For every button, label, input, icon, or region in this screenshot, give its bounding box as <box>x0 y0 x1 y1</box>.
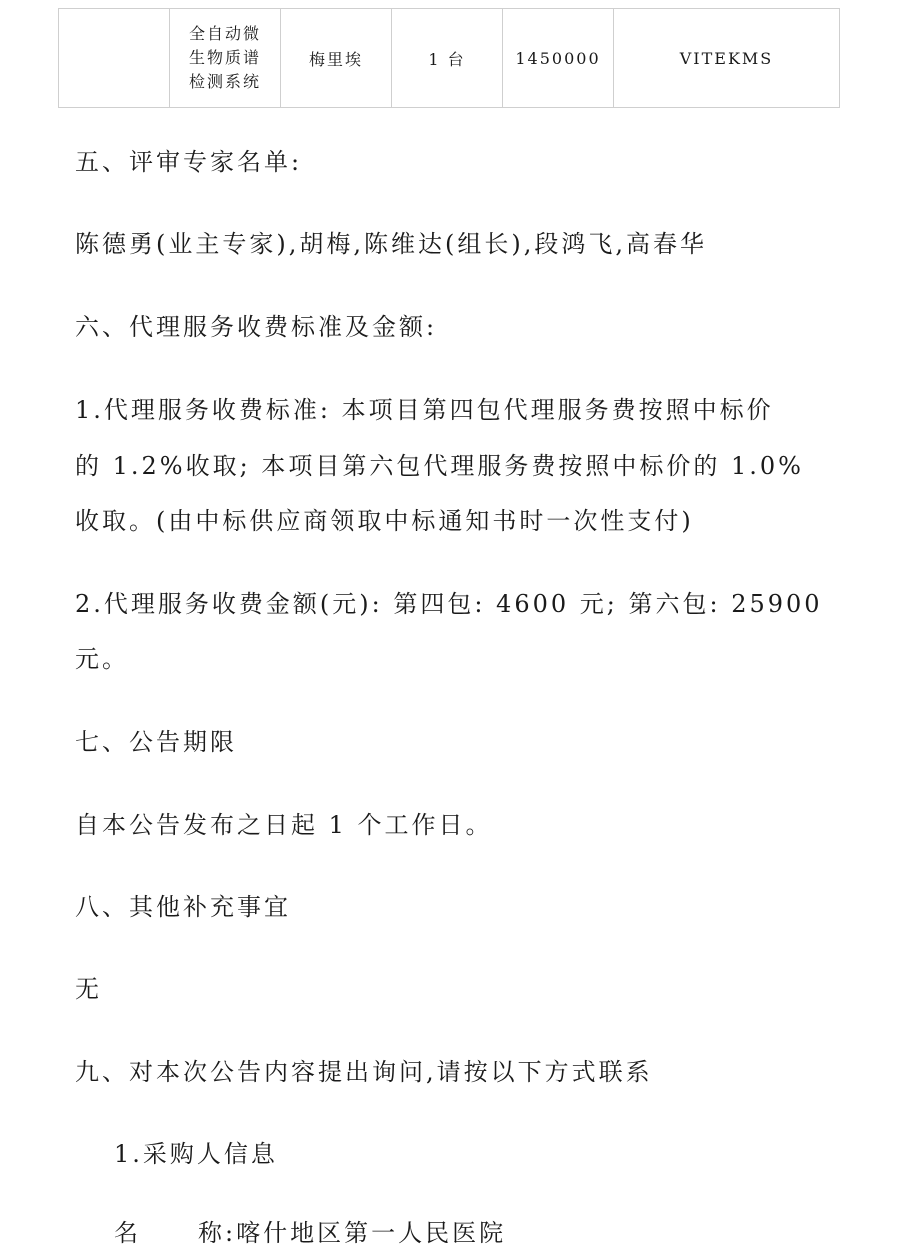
section-6-para-1-line-1: 1.代理服务收费标准: 本项目第四包代理服务费按照中标价 <box>75 396 774 424</box>
table-cell-item-name <box>170 9 281 108</box>
table-cell-index <box>59 9 170 108</box>
section-5-body: 陈德勇(业主专家),胡梅,陈维达(组长),段鸿飞,高春华 <box>75 230 707 258</box>
procurement-item-table <box>58 8 840 108</box>
table-row <box>59 9 840 108</box>
section-9-subtitle-purchaser: 1.采购人信息 <box>114 1140 278 1168</box>
section-6-para-2-line-1: 2.代理服务收费金额(元): 第四包: 4600 元; 第六包: 25900 <box>75 590 823 618</box>
section-9-title: 九、对本次公告内容提出询问,请按以下方式联系 <box>75 1058 653 1086</box>
section-6-para-1-line-2: 的 1.2%收取; 本项目第六包代理服务费按照中标价的 1.0% <box>75 452 804 480</box>
section-6-para-2-line-2: 元。 <box>75 645 129 673</box>
table-cell-model: VITEKMS <box>614 9 840 108</box>
section-7-body: 自本公告发布之日起 1 个工作日。 <box>75 811 493 839</box>
item-name-line: 全自动微 <box>188 24 261 43</box>
section-8-body: 无 <box>75 975 102 1003</box>
purchaser-name-value: 喀什地区第一人民医院 <box>236 1219 507 1247</box>
purchaser-name-label-a: 名 <box>114 1219 141 1247</box>
section-5-title: 五、评审专家名单: <box>75 148 303 176</box>
table-cell-quantity: 1 台 <box>392 9 503 108</box>
item-name-line: 生物质谱 <box>188 48 261 67</box>
item-name-line: 检测系统 <box>188 72 261 91</box>
purchaser-name-label-b: 称: <box>198 1219 237 1247</box>
section-7-title: 七、公告期限 <box>75 728 237 756</box>
table-cell-brand: 梅里埃 <box>281 9 392 108</box>
purchaser-name-row <box>114 1217 506 1249</box>
section-8-title: 八、其他补充事宜 <box>75 893 291 921</box>
section-6-title: 六、代理服务收费标准及金额: <box>75 313 438 341</box>
table-cell-price: 1450000 <box>503 9 614 108</box>
section-6-para-1-line-3: 收取。(由中标供应商领取中标通知书时一次性支付) <box>75 507 694 535</box>
